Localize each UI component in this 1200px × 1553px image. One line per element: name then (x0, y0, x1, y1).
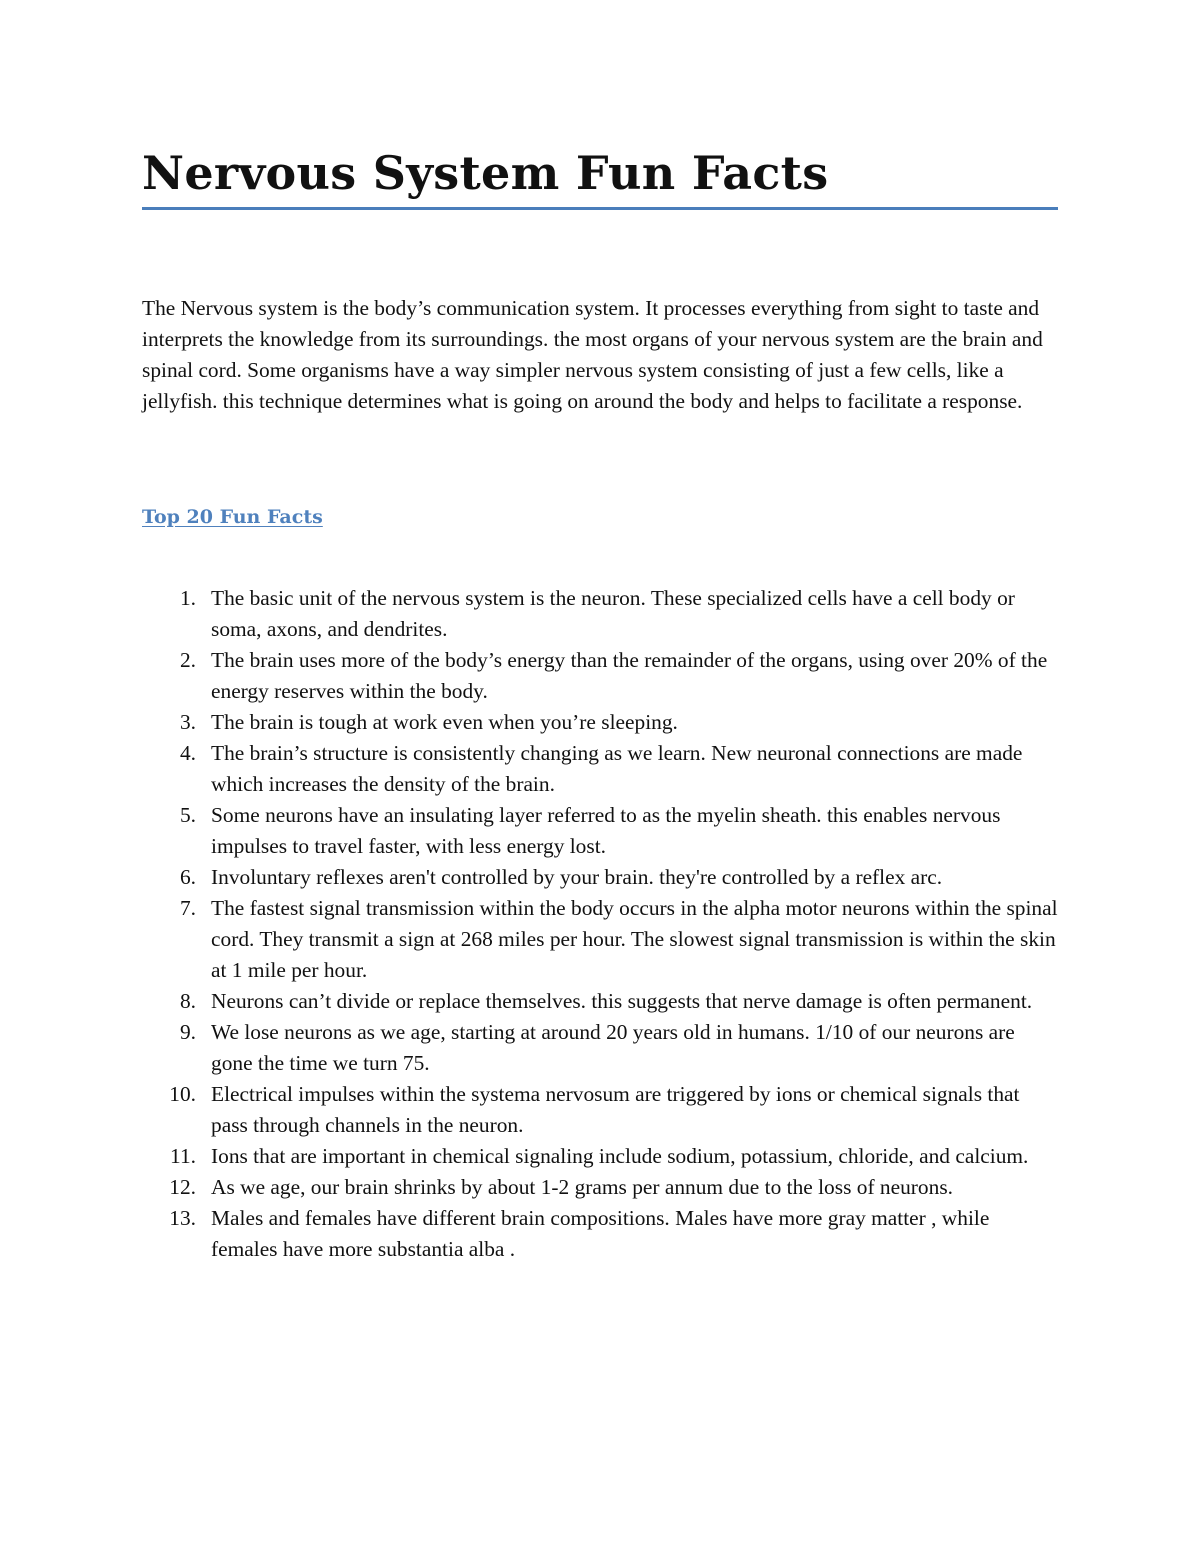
fact-item (142, 707, 1059, 738)
fact-text: Neurons can’t divide or replace themselves. this suggests that nerve damage is often permanent. (211, 989, 1033, 1013)
intro-paragraph: The Nervous system is the body’s communication system. It processes everything from sight to taste and interprets the knowledge from its surroundings. the most organs of your nervous system are the brain and spinal cord. Some organisms have a way simpler nervous system consisting of just a few cells, like a jellyfish. this technique determines what is going on around the body and helps to facilitate a response. (142, 296, 1043, 413)
fact-item (142, 862, 1059, 893)
fact-number: 9. (179, 1020, 196, 1044)
fact-item (142, 1172, 1059, 1203)
fact-number: 11. (170, 1144, 196, 1168)
fact-item (142, 800, 1059, 862)
fact-item (142, 1141, 1059, 1172)
document-page (142, 142, 1059, 1265)
fact-item (142, 1017, 1059, 1079)
fact-number: 4. (179, 741, 196, 765)
fact-item (142, 986, 1059, 1017)
fact-number: 3. (179, 710, 196, 734)
fact-item (142, 1079, 1059, 1141)
top-facts-heading: Top 20 Fun Facts (142, 506, 323, 528)
fact-item (142, 645, 1059, 707)
fact-text: The brain uses more of the body’s energy than the remainder of the organs, using over 20% of the energy reserves within the body. (211, 648, 1048, 703)
fact-number: 10. (169, 1082, 196, 1106)
fact-item (142, 893, 1059, 986)
fact-text: Ions that are important in chemical signaling include sodium, potassium, chloride, and calcium. (211, 1144, 1029, 1168)
fact-number: 12. (169, 1175, 196, 1199)
fact-number: 7. (179, 896, 196, 920)
fact-text: The fastest signal transmission within the body occurs in the alpha motor neurons within the spinal cord. They transmit a sign at 268 miles per hour. The slowest signal transmission is within the skin at 1 mile per hour. (211, 896, 1058, 982)
fact-item (142, 738, 1059, 800)
fact-text: As we age, our brain shrinks by about 1-2 grams per annum due to the loss of neurons. (211, 1175, 953, 1199)
fact-text: The brain is tough at work even when you’re sleeping. (211, 710, 678, 734)
fact-text: We lose neurons as we age, starting at around 20 years old in humans. 1/10 of our neurons are gone the time we turn 75. (211, 1020, 1015, 1075)
fact-text: The brain’s structure is consistently changing as we learn. New neuronal connections are made which increases the density of the brain. (211, 741, 1023, 796)
fact-number: 6. (179, 865, 196, 889)
title-underline-rule (142, 207, 1058, 210)
fact-number: 2. (179, 648, 196, 672)
fact-text: Males and females have different brain compositions. Males have more gray matter , while females have more substantia alba . (211, 1206, 990, 1261)
fact-text: Some neurons have an insulating layer referred to as the myelin sheath. this enables nervous impulses to travel faster, with less energy lost. (211, 803, 1001, 858)
fact-item (142, 1203, 1059, 1265)
fact-text: Electrical impulses within the systema nervosum are triggered by ions or chemical signals that pass through channels in the neuron. (211, 1082, 1020, 1137)
fact-item (142, 583, 1059, 645)
fact-number: 1. (179, 586, 196, 610)
document-title: Nervous System Fun Facts (142, 146, 829, 200)
fact-number: 13. (169, 1206, 196, 1230)
fact-number: 8. (179, 989, 196, 1013)
fact-text: Involuntary reflexes aren't controlled by your brain. they're controlled by a reflex arc. (211, 865, 943, 889)
facts-list (142, 583, 1059, 1265)
fact-number: 5. (179, 803, 196, 827)
fact-text: The basic unit of the nervous system is the neuron. These specialized cells have a cell body or soma, axons, and dendrites. (211, 586, 1015, 641)
